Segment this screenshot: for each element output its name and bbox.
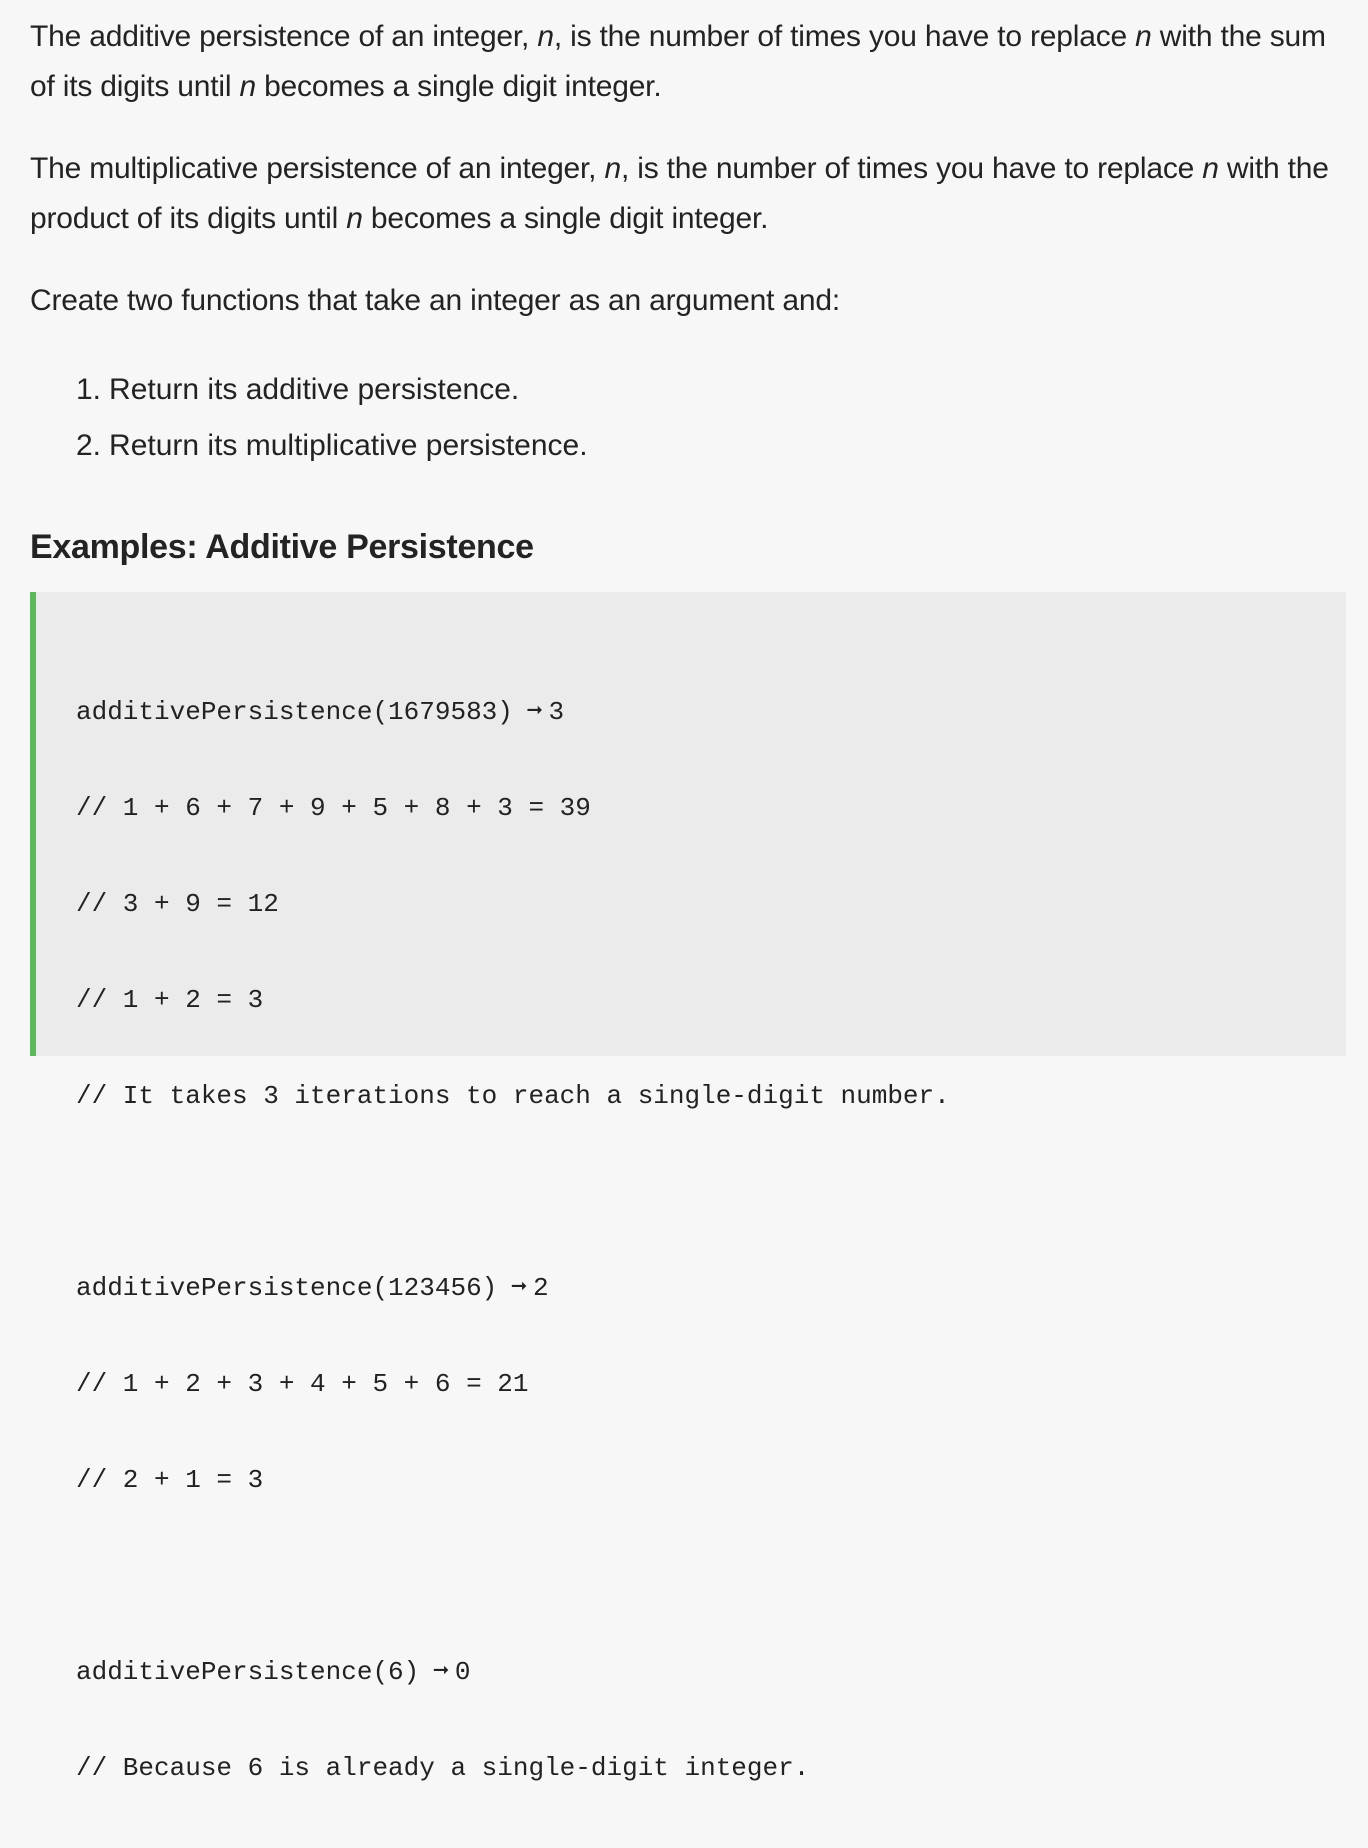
text-span: becomes a single digit integer.	[255, 70, 662, 103]
result-value: 2	[532, 1273, 549, 1303]
result-value: 0	[454, 1657, 471, 1687]
code-comment: // 3 + 9 = 12	[76, 889, 279, 919]
variable-n: n	[346, 202, 363, 235]
result-value: 3	[548, 697, 565, 727]
code-comment: // Because 6 is already a single-digit integer.	[76, 1753, 810, 1783]
code-call-line	[76, 1272, 950, 1304]
variable-n: n	[1135, 20, 1152, 53]
task-text: Return its additive persistence.	[109, 373, 520, 406]
code-comment: // 1 + 2 + 3 + 4 + 5 + 6 = 21	[76, 1369, 529, 1399]
variable-n: n	[604, 152, 621, 185]
code-comment: // 1 + 2 = 3	[76, 985, 264, 1015]
code-comment: // 2 + 1 = 3	[76, 1465, 264, 1495]
task-number: 2.	[76, 429, 102, 462]
variable-n: n	[537, 20, 554, 53]
code-spacer	[76, 1560, 950, 1592]
arrow-icon: ➞	[433, 1657, 449, 1687]
multiplicative-definition	[30, 144, 1340, 244]
task-instruction: Create two functions that take an integer as an argument and:	[30, 284, 840, 317]
text-span: with the product of its digits until	[30, 152, 1329, 235]
text-span: , is the number of times you have to replace	[553, 20, 1136, 53]
code-example-block	[30, 592, 1346, 1783]
additive-definition	[30, 12, 1340, 112]
code-spacer	[76, 1176, 950, 1208]
code-call-line	[76, 1656, 950, 1688]
code-comment: // 1 + 6 + 7 + 9 + 5 + 8 + 3 = 39	[76, 793, 591, 823]
variable-n: n	[1202, 152, 1219, 185]
function-call: additivePersistence(1679583)	[76, 697, 513, 727]
arrow-icon: ➞	[511, 1273, 527, 1303]
task-item	[76, 418, 1340, 474]
variable-n: n	[239, 70, 256, 103]
function-call: additivePersistence(123456)	[76, 1273, 498, 1303]
code-call-line	[76, 696, 950, 728]
arrow-icon: ➞	[526, 697, 543, 727]
text-span: becomes a single digit integer.	[362, 202, 769, 235]
code-comment: // It takes 3 iterations to reach a single-digit number.	[76, 1081, 950, 1111]
task-item	[76, 362, 1340, 418]
challenge-description	[30, 12, 1340, 572]
function-call: additivePersistence(6)	[76, 1657, 420, 1687]
task-text: Return its multiplicative persistence.	[109, 429, 588, 462]
task-list	[30, 362, 1340, 474]
task-number: 1.	[76, 373, 102, 406]
text-span: The additive persistence of an integer,	[30, 20, 538, 53]
code-content	[76, 632, 950, 1848]
text-span: with the sum of its digits until	[30, 20, 1326, 103]
text-span: , is the number of times you have to replace	[620, 152, 1203, 185]
examples-heading: Examples: Additive Persistence	[30, 528, 534, 566]
text-span: The multiplicative persistence of an integer,	[30, 152, 605, 185]
